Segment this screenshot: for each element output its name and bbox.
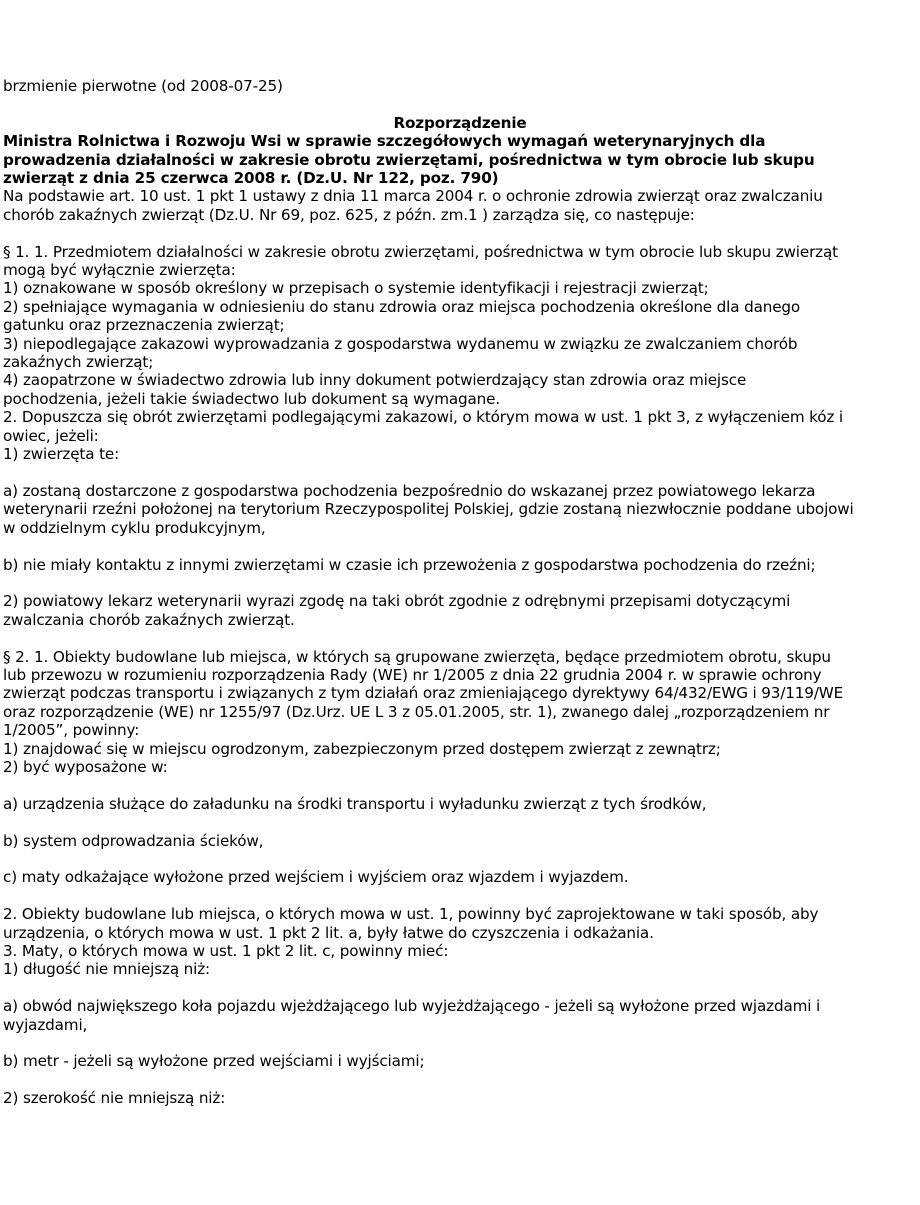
text-line: zakaźnych zwierząt; [3, 353, 154, 372]
text-line: 3) niepodlegające zakazowi wyprowadzania z gospodarstwa wydanemu w związku ze zwalczaniem chorób [3, 334, 798, 353]
document-page [3, 77, 917, 1108]
paragraph-1 [3, 243, 917, 629]
text-line: 2. Dopuszcza się obrót zwierzętami podlegającymi zakazowi, o którym mowa w ust. 1 pkt 3, z wyłączeniem kóz i [3, 408, 843, 427]
text-line: 1) oznakowane w sposób określony w przepisach o systemie identyfikacji i rejestracji zwierząt; [3, 279, 709, 298]
text-line: wyjazdami, [3, 1015, 88, 1034]
paragraph-2 [3, 648, 917, 1108]
text-line: 3. Maty, o których mowa w ust. 1 pkt 2 lit. c, powinny mieć: [3, 941, 449, 960]
subtitle-line: zwierząt z dnia 25 czerwca 2008 r. (Dz.U. Nr 122, poz. 790) [3, 169, 499, 188]
text-line: b) system odprowadzania ścieków, [3, 831, 264, 850]
text-line: c) maty odkażające wyłożone przed wejściem i wyjściem oraz wjazdem i wyjazdem. [3, 868, 629, 887]
text-line: a) zostaną dostarczone z gospodarstwa pochodzenia bezpośrednio do wskazanej przez powiatowego lekarza [3, 481, 816, 500]
text-line: 1) zwierzęta te: [3, 445, 120, 464]
text-line: 1) długość nie mniejszą niż: [3, 960, 210, 979]
text-line: urządzenia, o których mowa w ust. 1 pkt 2 lit. a, były łatwe do czyszczenia i odkażania. [3, 923, 654, 942]
subtitle-line: Ministra Rolnictwa i Rozwoju Wsi w sprawie szczegółowych wymagań weterynaryjnych dla [3, 132, 766, 151]
text-line: 1) znajdować się w miejscu ogrodzonym, zabezpieczonym przed dostępem zwierząt z zewnątrz; [3, 739, 721, 758]
text-line: 2) szerokość nie mniejszą niż: [3, 1089, 226, 1108]
text-line: b) nie miały kontaktu z innymi zwierzętami w czasie ich przewożenia z gospodarstwa pochodzenia do rzeźni; [3, 555, 816, 574]
text-line: gatunku oraz przeznaczenia zwierząt; [3, 316, 285, 335]
preamble-line: chorób zakaźnych zwierząt (Dz.U. Nr 69, poz. 625, z późn. zm.1 ) zarządza się, co następuje: [3, 205, 695, 224]
text-line: weterynarii rzeźni położonej na terytorium Rzeczypospolitej Polskiej, gdzie zostaną niezwłocznie poddane ubojowi [3, 500, 854, 519]
text-line: mogą być wyłącznie zwierzęta: [3, 261, 236, 280]
text-line: 2) spełniające wymagania w odniesieniu do stanu zdrowia oraz miejsca pochodzenia określone dla danego [3, 297, 801, 316]
preamble [3, 187, 917, 224]
text-line: § 2. 1. Obiekty budowlane lub miejsca, w których są grupowane zwierzęta, będące przedmiotem obrotu, skupu [3, 647, 831, 666]
text-line: 1/2005”, powinny: [3, 721, 140, 740]
document-title: Rozporządzenie [393, 113, 527, 132]
text-line: pochodzenia, jeżeli takie świadectwo lub dokument są wymagane. [3, 389, 500, 408]
document-subtitle [3, 132, 917, 187]
text-line: oraz rozporządzenie (WE) nr 1255/97 (Dz.Urz. UE L 3 z 05.01.2005, str. 1), zwanego dalej „rozporządzeniem nr [3, 702, 830, 721]
text-line: a) obwód największego koła pojazdu wjeżdżającego lub wyjeżdżającego - jeżeli są wyłożone przed wjazdami i [3, 997, 821, 1016]
text-line: 4) zaopatrzone w świadectwo zdrowia lub inny dokument potwierdzający stan zdrowia oraz miejsce [3, 371, 747, 390]
text-line: § 1. 1. Przedmiotem działalności w zakresie obrotu zwierzętami, pośrednictwa w tym obrocie lub skupu zwierząt [3, 242, 838, 261]
text-line: w oddzielnym cyklu produkcyjnym, [3, 518, 266, 537]
text-line: 2) powiatowy lekarz weterynarii wyrazi zgodę na taki obrót zgodnie z odrębnymi przepisami dotyczącymi [3, 592, 791, 611]
text-line: 2. Obiekty budowlane lub miejsca, o których mowa w ust. 1, powinny być zaprojektowane w taki sposób, aby [3, 905, 819, 924]
text-line: a) urządzenia służące do załadunku na środki transportu i wyładunku zwierząt z tych środków, [3, 794, 707, 813]
text-line: owiec, jeżeli: [3, 426, 99, 445]
preamble-line: Na podstawie art. 10 ust. 1 pkt 1 ustawy z dnia 11 marca 2004 r. o ochronie zdrowia zwierząt oraz zwalczaniu [3, 187, 823, 206]
text-line: b) metr - jeżeli są wyłożone przed wejściami i wyjściami; [3, 1052, 425, 1071]
text-line: zwierząt podczas transportu i związanych z tym działań oraz zmieniającego dyrektywy 64/432/EWG i 93/119/WE [3, 684, 844, 703]
version-status: brzmienie pierwotne (od 2008-07-25) [3, 77, 283, 95]
text-line: lub przewozu w rozumieniu rozporządzenia Rady (WE) nr 1/2005 z dnia 22 grudnia 2004 r. w sprawie ochrony [3, 665, 822, 684]
subtitle-line: prowadzenia działalności w zakresie obrotu zwierzętami, pośrednictwa w tym obrocie lub skupu [3, 150, 815, 169]
text-line: 2) być wyposażone w: [3, 757, 168, 776]
text-line: zwalczania chorób zakaźnych zwierząt. [3, 610, 295, 629]
